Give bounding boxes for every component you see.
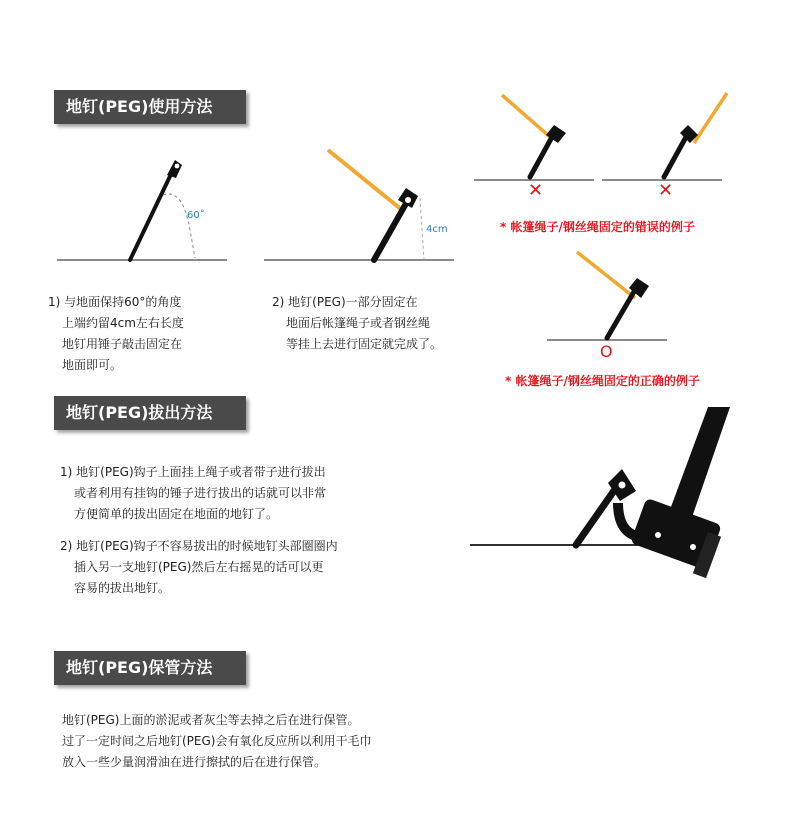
peg-right	[664, 137, 686, 177]
peg-shaft	[130, 170, 173, 260]
peg-shaft	[607, 290, 635, 338]
section-title: 地钉(PEG)使用方法	[66, 97, 213, 116]
figure-right-example	[545, 248, 675, 348]
peg-hole	[175, 164, 180, 169]
right-caption: * 帐篷绳子/钢丝绳固定的正确的例子	[505, 374, 700, 388]
peg-left	[530, 137, 552, 177]
removal-step-2: 2) 地钉(PEG)钩子不容易拔出的时候地钉头部圈圈内 插入另一支地钉(PEG)然后左右摇晃的话可以更 容易的拔出地钉。	[60, 539, 338, 595]
hammer-handle	[668, 407, 730, 523]
removal-step-1: 1) 地钉(PEG)钩子上面挂上绳子或者带子进行拔出 或者利用有挂钩的锤子进行拔出的话就可以非常 方便简单的拔出固定在地面的地钉了。	[60, 465, 327, 521]
storage-text: 地钉(PEG)上面的淤泥或者灰尘等去掉之后在进行保管。 过了一定时间之后地钉(PEG)会有氧化反应所以利用干毛巾 放入一些少量润滑油在进行擦拭的后在进行保管。	[62, 713, 372, 769]
rope-left	[502, 95, 550, 137]
usage-step-2: 2) 地钉(PEG)一部分固定在 地面后帐篷绳子或者钢丝绳 等挂上去进行固定就完成了。	[272, 295, 443, 351]
peg-shaft	[576, 485, 618, 545]
peg-head	[167, 160, 182, 178]
wrong-caption: * 帐篷绳子/钢丝绳固定的错误的例子	[500, 220, 695, 234]
wrong-mark-left: ✕	[528, 180, 544, 201]
hammer-rivet	[690, 544, 696, 550]
figure-wrong-examples	[472, 85, 732, 205]
figure-hammer-removal	[468, 405, 733, 590]
figure-peg-rope	[262, 140, 462, 270]
section-header-removal	[54, 396, 246, 430]
right-mark: O	[600, 342, 613, 361]
section-title: 地钉(PEG)拔出方法	[66, 403, 213, 422]
rope	[328, 150, 402, 210]
usage-step-1: 1) 与地面保持60°的角度 上端约留4cm左右长度 地钉用锤子敲击固定在 地面即可。	[48, 295, 184, 372]
figure-peg-angle	[55, 140, 235, 270]
rope	[577, 252, 635, 298]
rope-right	[694, 93, 727, 143]
angle-label: 60˚	[187, 210, 205, 221]
section-header-usage	[54, 90, 246, 124]
length-label: 4cm	[426, 224, 448, 235]
section-title: 地钉(PEG)保管方法	[66, 658, 213, 677]
wrong-mark-right: ✕	[658, 180, 674, 201]
hammer-rivet	[655, 532, 661, 538]
peg-shaft	[374, 200, 408, 260]
angle-arc	[163, 194, 195, 258]
peg-hole	[405, 197, 411, 203]
section-header-storage	[54, 651, 246, 685]
hammer-hook	[618, 503, 640, 537]
peg-hole	[619, 482, 626, 489]
measure-line	[420, 198, 424, 260]
